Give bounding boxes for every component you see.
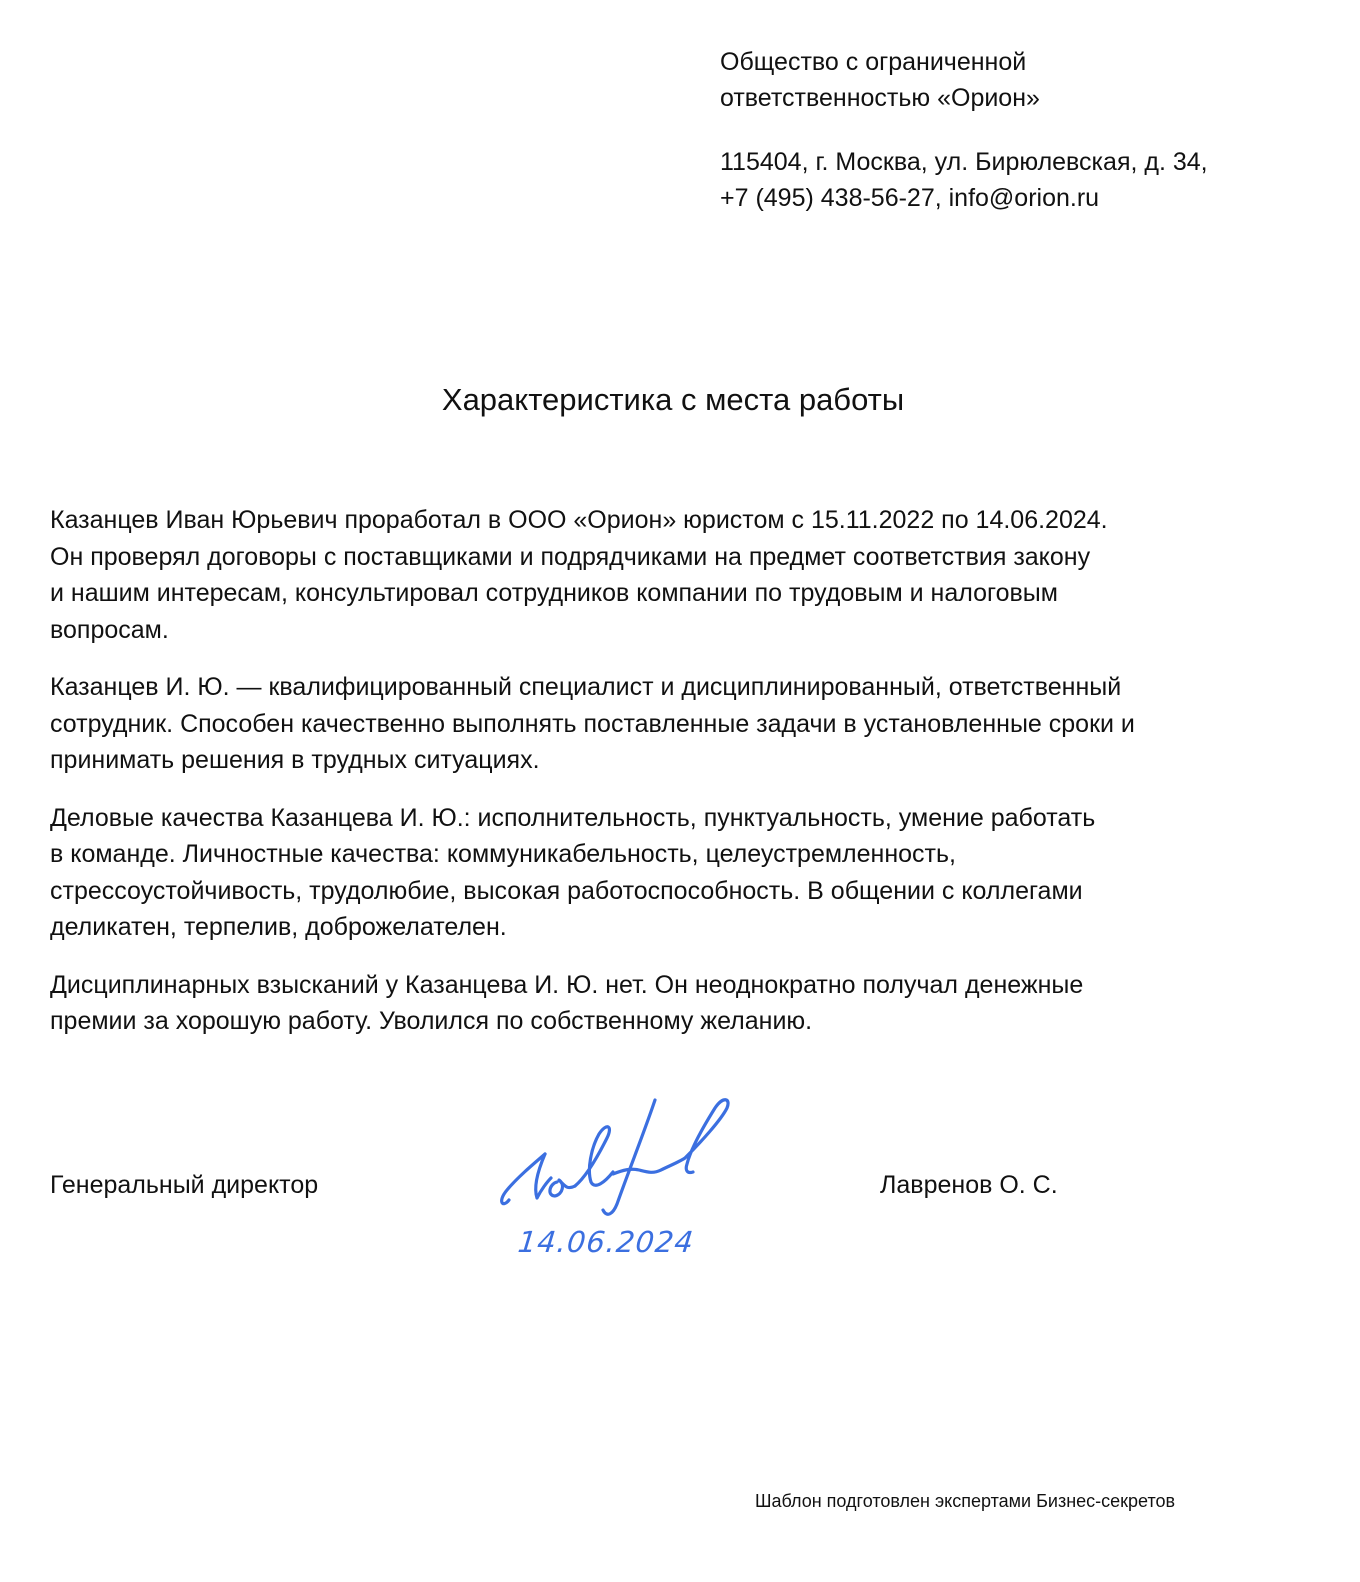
paragraph-discipline bbox=[50, 967, 1310, 1040]
signature-stroke bbox=[613, 1169, 661, 1174]
text-line: Деловые качества Казанцева И. Ю.: исполнительность, пунктуальность, умение работать bbox=[50, 803, 1096, 832]
paragraph-qualification bbox=[50, 669, 1310, 779]
company-header bbox=[720, 44, 1208, 216]
signature-stroke bbox=[575, 1127, 613, 1186]
text-line: стрессоустойчивость, трудолюбие, высокая работоспособность. В общении с коллегами bbox=[50, 876, 1083, 905]
signatory-position: Генеральный директор bbox=[50, 1171, 319, 1199]
document-title: Характеристика с места работы bbox=[441, 382, 905, 417]
company-name-line: ответственностью «Орион» bbox=[720, 84, 1040, 112]
text-line: сотрудник. Способен качественно выполнять поставленные задачи в установленные сроки и bbox=[50, 709, 1135, 738]
text-line: Он проверял договоры с поставщиками и подрядчиками на предмет соответствия закону bbox=[50, 542, 1091, 571]
text-line: и нашим интересам, консультировал сотрудников компании по трудовым и налоговым bbox=[50, 579, 1058, 607]
handwritten-signature bbox=[495, 1090, 745, 1220]
text-line: принимать решения в трудных ситуациях. bbox=[50, 746, 540, 774]
text-line: деликатен, терпелив, доброжелателен. bbox=[50, 913, 507, 941]
company-name-line: Общество с ограниченной bbox=[720, 48, 1027, 76]
paragraph-employment bbox=[50, 502, 1310, 648]
signature-date: 14.06.2024 bbox=[516, 1225, 696, 1259]
text-line: вопросам. bbox=[50, 615, 169, 644]
signature-stroke bbox=[603, 1100, 655, 1214]
document-body bbox=[50, 502, 1310, 1061]
company-address bbox=[720, 144, 1208, 216]
company-name bbox=[720, 44, 1208, 116]
text-line: премии за хорошую работу. Уволился по собственному желанию. bbox=[50, 1007, 813, 1035]
text-line: Дисциплинарных взысканий у Казанцева И. Ю. нет. Он неоднократно получал денежные bbox=[50, 970, 1084, 999]
signature-stroke bbox=[661, 1100, 728, 1173]
text-line: в команде. Личностные качества: коммуникабельность, целеустремленность, bbox=[50, 840, 956, 868]
signature-stroke bbox=[550, 1180, 575, 1196]
text-line: Казанцев И. Ю. — квалифицированный специалист и дисциплинированный, ответственный bbox=[50, 673, 1122, 701]
paragraph-qualities bbox=[50, 800, 1310, 946]
company-contacts-line: +7 (495) 438-56-27, info@orion.ru bbox=[720, 184, 1100, 212]
template-credit: Шаблон подготовлен экспертами Бизнес-секретов bbox=[755, 1491, 1176, 1511]
text-line: Казанцев Иван Юрьевич проработал в ООО «Орион» юристом с 15.11.2022 по 14.06.2024. bbox=[50, 506, 1108, 534]
company-address-line: 115404, г. Москва, ул. Бирюлевская, д. 34, bbox=[720, 148, 1208, 176]
signatory-name: Лавренов О. С. bbox=[880, 1171, 1058, 1199]
